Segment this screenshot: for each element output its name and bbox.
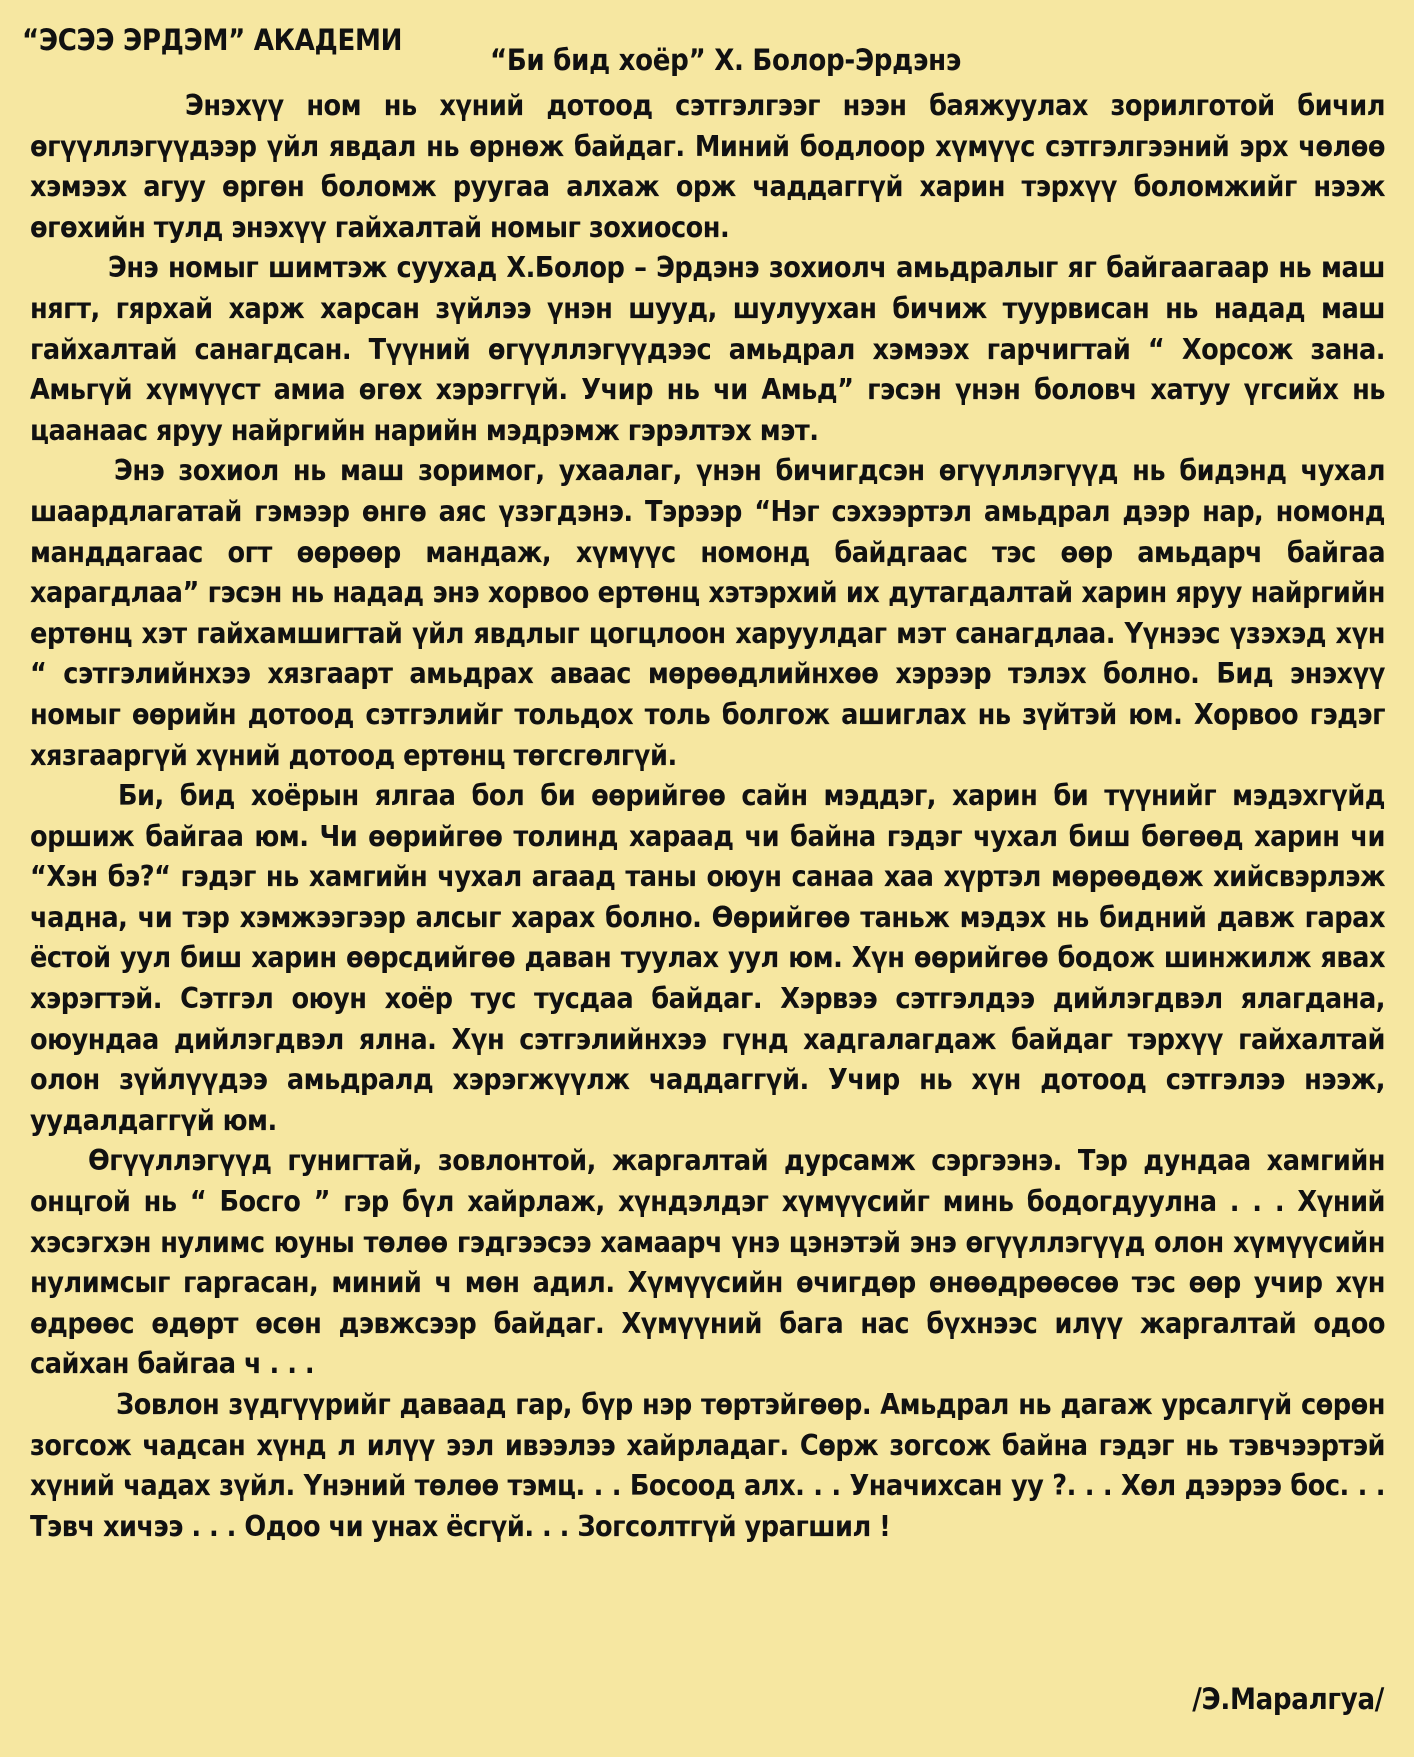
document-title: “Би бид хоёр” Х. Болор-Эрдэнэ [490,43,962,77]
author-signature: /Э.Маралгуа/ [1192,1682,1384,1716]
paragraph: Өгүүллэгүүд гунигтай, зовлонтой, жаргалтай дурсамж сэргээнэ. Тэр дундаа хамгийн онцгой нь “ Босго ” гэр бүл хайрлаж, хүндэлдэг хүмүүсийг минь бодогдуулна . . . Хүний хэсэгхэн нулимс юуны төлөө гэдгээсээ хамаарч үнэ цэнэтэй энэ өгүүллэгүүд олон хүмүүсийн нулимсыг гаргасан, миний ч мөн адил. Хүмүүсийн өчигдөр өнөөдрөөсөө тэс өөр учир хүн өдрөөс өдөрт өсөн дэвжсээр байдаг. Хүмүүний бага нас бүхнээс илүү жаргалтай одоо сайхан байгаа ч . . . [30,1144,1385,1381]
paragraph: Энэ зохиол нь маш зоримог, ухаалаг, үнэн бичигдсэн өгүүллэгүүд нь бидэнд чухал шаардлагатай гэмээр өнгө аяс үзэгдэнэ. Тэрээр “Нэг сэхээртэл амьдрал дээр нар, номонд манддагаас огт өөрөөр мандаж, хүмүүс номонд байдгаас тэс өөр амьдарч байгаа харагдлаа” гэсэн нь надад энэ хорвоо ертөнц хэтэрхий их дутагдалтай харин яруу найргийн ертөнц хэт гайхамшигтай үйл явдлыг цогцлоон харуулдаг мэт санагдлаа. Үүнээс үзэхэд хүн “ сэтгэлийнхээ хязгаарт амьдрах аваас мөрөөдлийнхөө хэрээр тэлэх болно. Бид энэхүү номыг өөрийн дотоод сэтгэлийг тольдох толь болгож ашиглах нь зүйтэй юм. Хорвоо гэдэг хязгааргүй хүний дотоод ертөнц төгсгөлгүй. [30,454,1385,772]
paragraph: Энэ номыг шимтэж суухад Х.Болор – Эрдэнэ зохиолч амьдралыг яг байгаагаар нь маш нягт, гярхай харж харсан зүйлээ үнэн шууд, шулуухан бичиж туурвисан нь надад маш гайхалтай санагдсан. Түүний өгүүллэгүүдээс амьдрал хэмээх гарчигтай “ Хорсож зана. Амьгүй хүмүүст амиа өгөх хэрэггүй. Учир нь чи Амьд” гэсэн үнэн боловч хатуу үгсийх нь цаанаас яруу найргийн нарийн мэдрэмж гэрэлтэх мэт. [30,251,1385,447]
paragraph: Энэхүү ном нь хүний дотоод сэтгэлгээг нээн баяжуулах зорилготой бичил өгүүллэгүүдээр үйл явдал нь өрнөж байдаг. Миний бодлоор хүмүүс сэтгэлгээний эрх чөлөө хэмээх агуу өргөн боломж руугаа алхаж орж чаддаггүй харин тэрхүү боломжийг нээж өгөхийн тулд энэхүү гайхалтай номыг зохиосон. [30,89,1385,244]
organization-name: “ЭСЭЭ ЭРДЭМ” АКАДЕМИ [22,23,403,57]
paragraph: Зовлон зүдгүүрийг даваад гар, бүр нэр төртэйгөөр. Амьдрал нь дагаж урсалгүй сөрөн зогсож чадсан хүнд л илүү ээл ивээлээ хайрладаг. Сөрж зогсож байна гэдэг нь тэвчээртэй хүний чадах зүйл. Үнэний төлөө тэмц. . . Босоод алх. . . Уначихсан уу ?. . . Хөл дээрээ бос. . . Тэвч хичээ . . . Одоо чи унах ёсгүй. . . Зогсолтгүй урагшил ! [30,1388,1385,1543]
body-text [30,86,1385,1547]
paragraph: Би, бид хоёрын ялгаа бол би өөрийгөө сайн мэддэг, харин би түүнийг мэдэхгүйд оршиж байгаа юм. Чи өөрийгөө толинд хараад чи байна гэдэг чухал биш бөгөөд харин чи “Хэн бэ?“ гэдэг нь хамгийн чухал агаад таны оюун санаа хаа хүртэл мөрөөдөж хийсвэрлэж чадна, чи тэр хэмжээгээр алсыг харах болно. Өөрийгөө таньж мэдэх нь бидний давж гарах ёстой уул биш харин өөрсдийгөө даван туулах уул юм. Хүн өөрийгөө бодож шинжилж явах хэрэгтэй. Сэтгэл оюун хоёр тус тусдаа байдаг. Хэрвээ сэтгэлдээ дийлэгдвэл ялагдана, оюундаа дийлэгдвэл ялна. Хүн сэтгэлийнхээ гүнд хадгалагдаж байдаг тэрхүү гайхалтай олон зүйлүүдээ амьдралд хэрэгжүүлж чаддаггүй. Учир нь хүн дотоод сэтгэлээ нээж, уудалдаггүй юм. [30,779,1385,1137]
